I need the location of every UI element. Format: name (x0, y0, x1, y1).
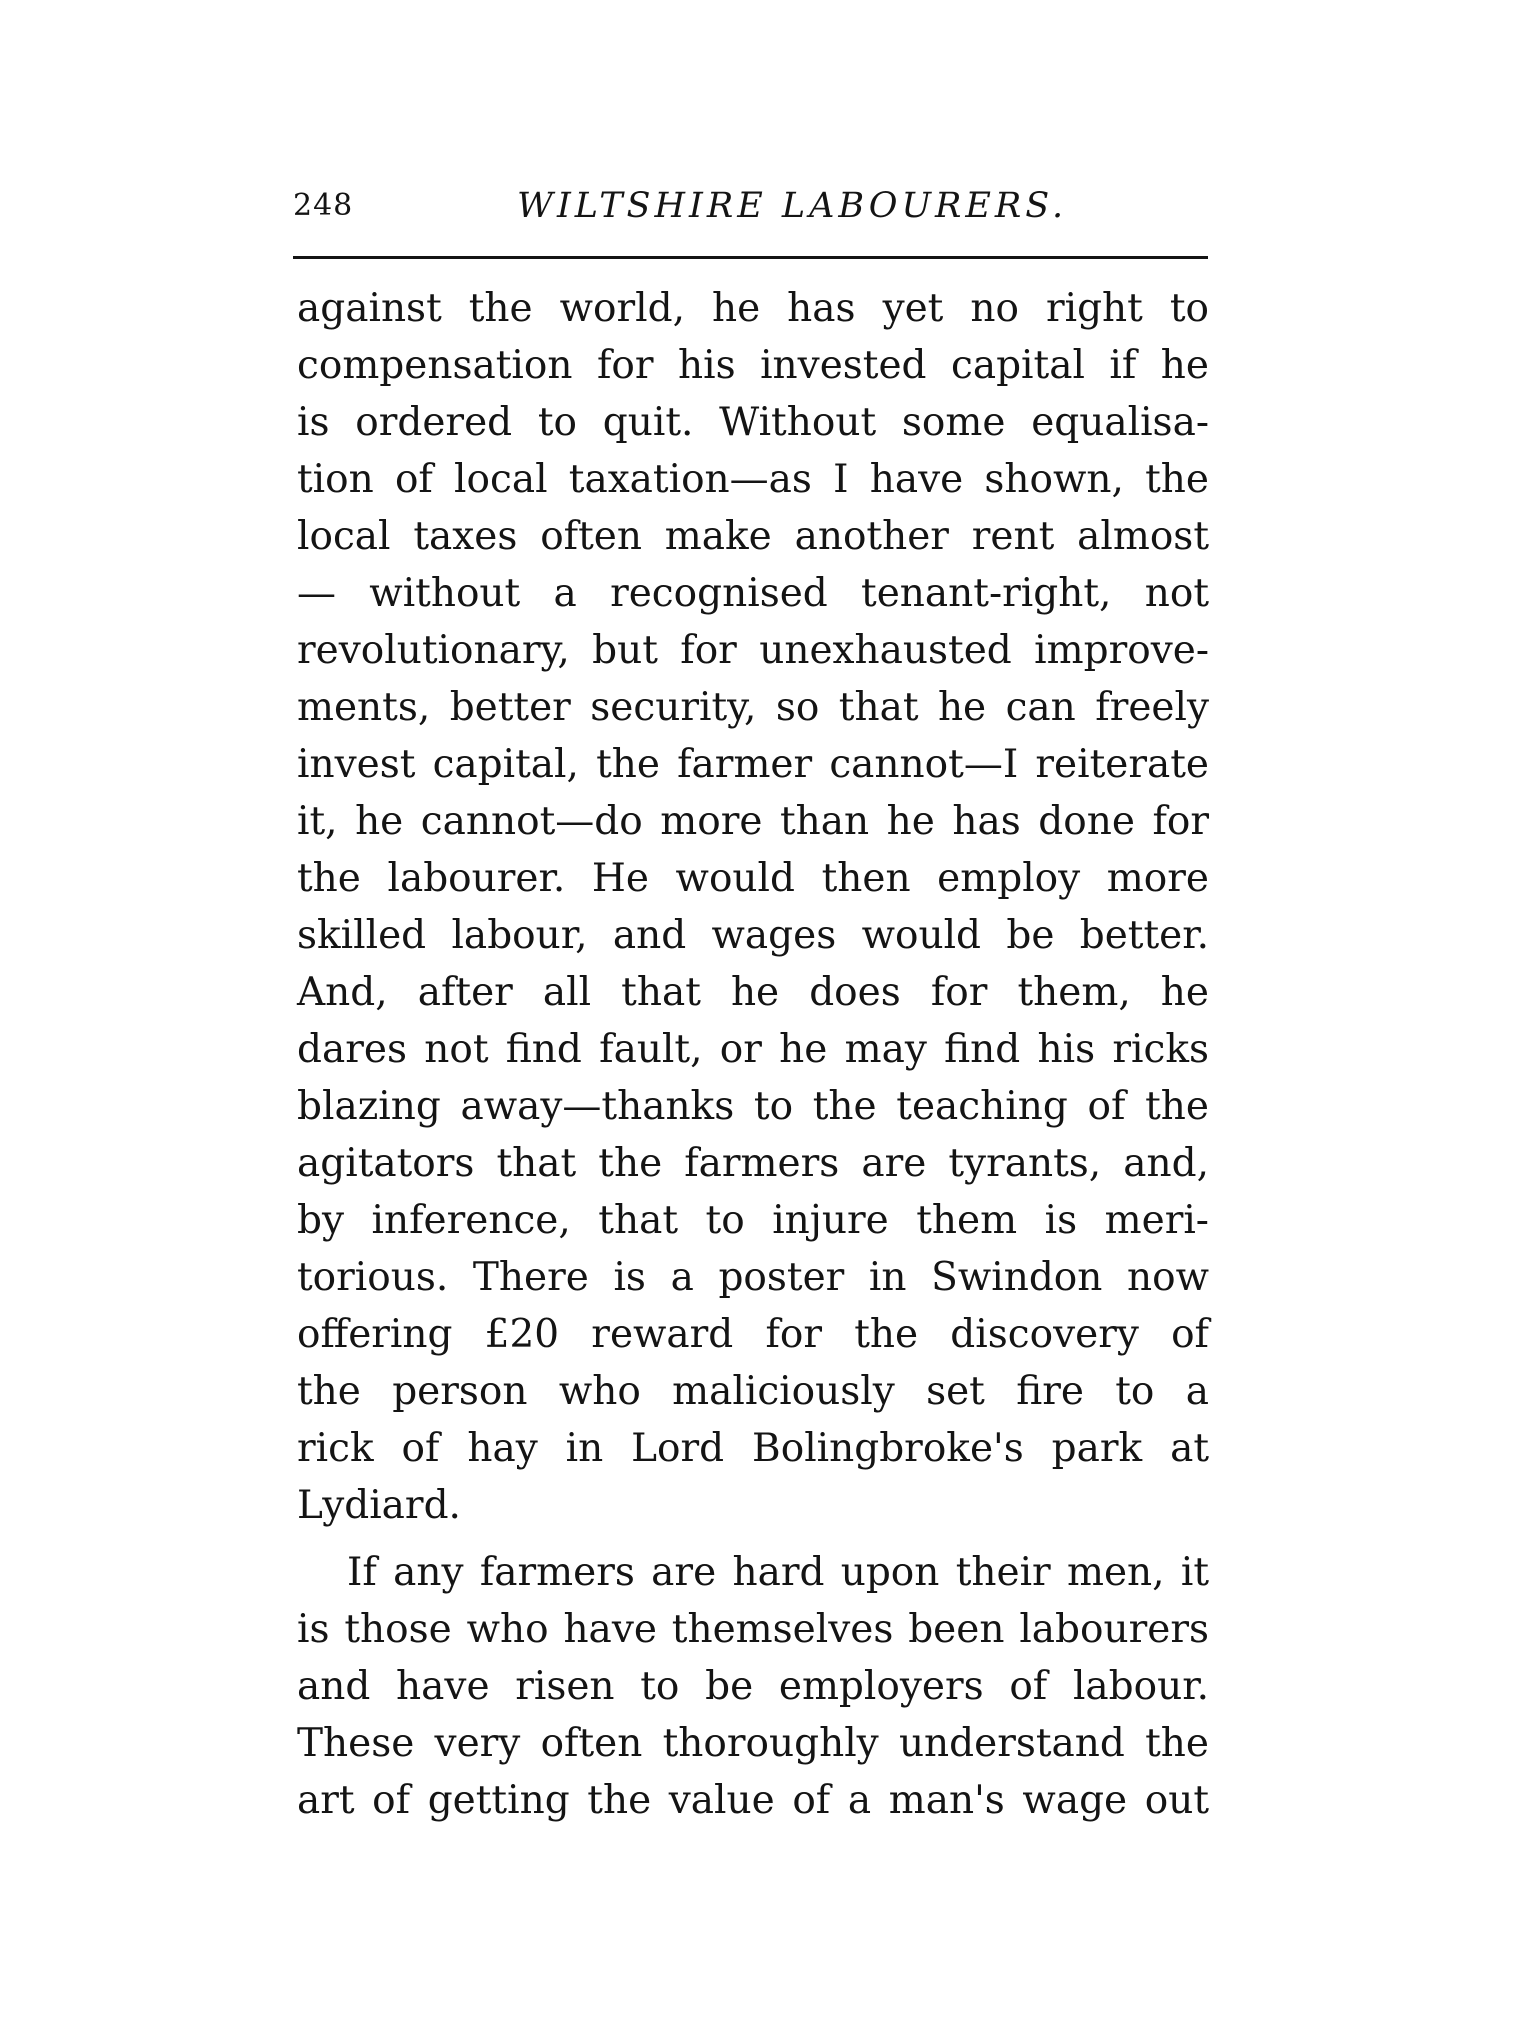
running-title: WILTSHIRE LABOURERS. (517, 186, 1068, 226)
text-line: torious. There is a poster in Swindon now (297, 1255, 1209, 1300)
text-line: If any farmers are hard upon their men, it (347, 1550, 1209, 1595)
text-line: offering £20 reward for the discovery of (297, 1312, 1209, 1357)
text-line: by inference, that to injure them is meri- (297, 1198, 1209, 1243)
text-line: the labourer. He would then employ more (297, 856, 1209, 901)
text-line: ments, better security, so that he can freely (297, 685, 1209, 730)
text-line: blazing away—thanks to the teaching of the (297, 1084, 1209, 1129)
text-line: compensation for his invested capital if he (297, 343, 1209, 388)
text-line: Lydiard. (297, 1483, 461, 1528)
text-line: it, he cannot—do more than he has done for (297, 799, 1209, 844)
text-line: And, after all that he does for them, he (297, 970, 1209, 1015)
text-line: the person who maliciously set fire to a (297, 1369, 1209, 1414)
text-line: agitators that the farmers are tyrants, and, (297, 1141, 1209, 1186)
text-line: and have risen to be employers of labour. (297, 1664, 1209, 1709)
text-line: — without a recognised tenant-right, not (297, 571, 1209, 616)
text-line: art of getting the value of a man's wage out (297, 1778, 1209, 1823)
text-line: is those who have themselves been labourers (297, 1607, 1209, 1652)
text-line: local taxes often make another rent almost (297, 514, 1209, 559)
text-line: revolutionary, but for unexhausted improve- (297, 628, 1209, 673)
text-line: skilled labour, and wages would be better. (297, 913, 1209, 958)
text-line: These very often thoroughly understand the (297, 1721, 1209, 1766)
body-text (297, 284, 1209, 1884)
text-line: is ordered to quit. Without some equalisa- (297, 400, 1209, 445)
page-number: 248 (293, 188, 354, 223)
text-line: rick of hay in Lord Bolingbroke's park at (297, 1426, 1209, 1471)
text-line: tion of local taxation—as I have shown, the (297, 457, 1209, 502)
text-line: invest capital, the farmer cannot—I reiterate (297, 742, 1209, 787)
text-line: dares not find fault, or he may find his ricks (297, 1027, 1209, 1072)
text-line: against the world, he has yet no right to (297, 286, 1209, 331)
page-header (293, 178, 1208, 232)
header-rule (293, 256, 1208, 259)
